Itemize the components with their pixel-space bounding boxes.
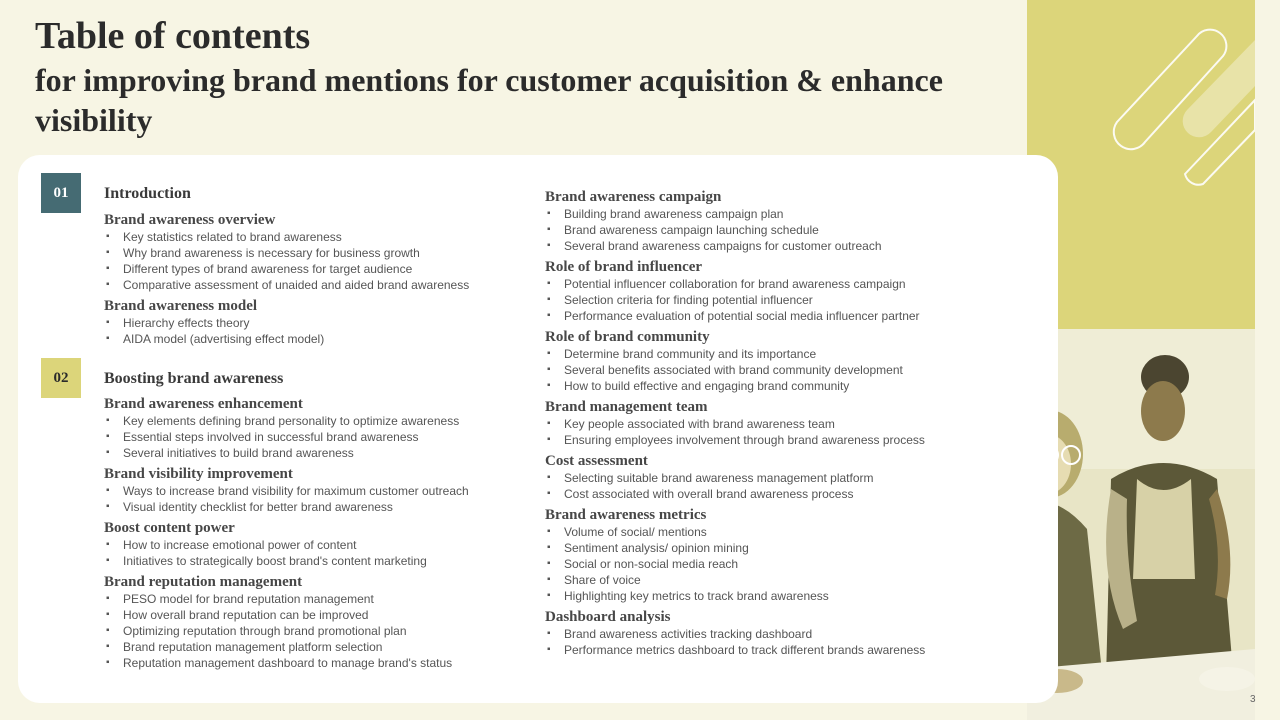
- toc-heading[interactable]: Brand visibility improvement: [104, 466, 293, 482]
- toc-item[interactable]: ▪ Selecting suitable brand awareness management platform: [545, 470, 925, 486]
- toc-heading[interactable]: Brand management team: [545, 399, 708, 415]
- page-number: 3: [1250, 694, 1256, 705]
- toc-item[interactable]: ▪ Sentiment analysis/ opinion mining: [545, 540, 925, 556]
- toc-item[interactable]: ▪ Several initiatives to build brand awareness: [104, 445, 469, 461]
- left-upper-column: [104, 211, 469, 351]
- toc-heading[interactable]: Boost content power: [104, 520, 235, 536]
- toc-group: [545, 506, 925, 604]
- toc-item[interactable]: ▪ Several benefits associated with brand community development: [545, 362, 925, 378]
- toc-group: [545, 608, 925, 658]
- decorative-stripes-icon: [1027, 0, 1255, 329]
- toc-item[interactable]: ▪ Performance evaluation of potential social media influencer partner: [545, 308, 925, 324]
- toc-item[interactable]: ▪ Several brand awareness campaigns for customer outreach: [545, 238, 925, 254]
- toc-item[interactable]: ▪ Social or non-social media reach: [545, 556, 925, 572]
- toc-group: [104, 211, 469, 293]
- toc-item[interactable]: ▪ Why brand awareness is necessary for business growth: [104, 245, 469, 261]
- section-number-badge-02: 02: [41, 358, 81, 398]
- toc-item[interactable]: ▪ Ways to increase brand visibility for maximum customer outreach: [104, 483, 469, 499]
- toc-group: [545, 328, 925, 394]
- toc-group: [104, 573, 469, 671]
- section-number-badge-01: 01: [41, 173, 81, 213]
- toc-item[interactable]: ▪ Key people associated with brand awareness team: [545, 416, 925, 432]
- toc-group: [104, 519, 469, 569]
- page-title: Table of contents: [35, 15, 311, 57]
- toc-item[interactable]: ▪ Different types of brand awareness for target audience: [104, 261, 469, 277]
- toc-item[interactable]: ▪ Brand reputation management platform selection: [104, 639, 469, 655]
- toc-item[interactable]: ▪ Selection criteria for finding potential influencer: [545, 292, 925, 308]
- toc-item[interactable]: ▪ Building brand awareness campaign plan: [545, 206, 925, 222]
- toc-heading[interactable]: Brand awareness campaign: [545, 189, 722, 205]
- toc-item[interactable]: ▪ Determine brand community and its importance: [545, 346, 925, 362]
- toc-item[interactable]: ▪ Reputation management dashboard to manage brand's status: [104, 655, 469, 671]
- toc-item[interactable]: ▪ Ensuring employees involvement through brand awareness process: [545, 432, 925, 448]
- toc-item[interactable]: ▪ Performance metrics dashboard to track different brands awareness: [545, 642, 925, 658]
- toc-item[interactable]: ▪ Cost associated with overall brand awareness process: [545, 486, 925, 502]
- toc-item[interactable]: ▪ Highlighting key metrics to track brand awareness: [545, 588, 925, 604]
- toc-heading[interactable]: Brand awareness metrics: [545, 507, 707, 523]
- toc-group: [545, 452, 925, 502]
- toc-item[interactable]: ▪ AIDA model (advertising effect model): [104, 331, 469, 347]
- toc-heading[interactable]: Brand reputation management: [104, 574, 303, 590]
- toc-item[interactable]: ▪ Key statistics related to brand awareness: [104, 229, 469, 245]
- left-lower-column: [104, 395, 469, 675]
- toc-item[interactable]: ▪ How to increase emotional power of content: [104, 537, 469, 553]
- toc-heading[interactable]: Brand awareness model: [104, 298, 258, 314]
- toc-item[interactable]: ▪ Optimizing reputation through brand promotional plan: [104, 623, 469, 639]
- toc-heading[interactable]: Dashboard analysis: [545, 609, 671, 625]
- toc-item[interactable]: ▪ Brand awareness activities tracking dashboard: [545, 626, 925, 642]
- toc-item[interactable]: ▪ Volume of social/ mentions: [545, 524, 925, 540]
- team-photo: [1027, 329, 1255, 720]
- toc-item[interactable]: ▪ Initiatives to strategically boost brand's content marketing: [104, 553, 469, 569]
- decorative-panel: [1027, 0, 1255, 329]
- toc-group: [104, 297, 469, 347]
- toc-group: [104, 395, 469, 461]
- toc-item[interactable]: ▪ How to build effective and engaging brand community: [545, 378, 925, 394]
- toc-heading[interactable]: Role of brand community: [545, 329, 710, 345]
- toc-heading[interactable]: Role of brand influencer: [545, 259, 703, 275]
- toc-item[interactable]: ▪ Visual identity checklist for better brand awareness: [104, 499, 469, 515]
- toc-item[interactable]: ▪ Essential steps involved in successful brand awareness: [104, 429, 469, 445]
- toc-item[interactable]: ▪ Potential influencer collaboration for brand awareness campaign: [545, 276, 925, 292]
- toc-group: [545, 398, 925, 448]
- toc-item[interactable]: ▪ Key elements defining brand personality to optimize awareness: [104, 413, 469, 429]
- toc-item[interactable]: ▪ Brand awareness campaign launching schedule: [545, 222, 925, 238]
- right-column: [545, 188, 925, 662]
- toc-group: [545, 258, 925, 324]
- toc-item[interactable]: ▪ Hierarchy effects theory: [104, 315, 469, 331]
- toc-heading[interactable]: Cost assessment: [545, 453, 648, 469]
- toc-group: [545, 188, 925, 254]
- page-subtitle: for improving brand mentions for customer acquisition & enhance visibility: [35, 62, 943, 138]
- toc-item[interactable]: ▪ PESO model for brand reputation management: [104, 591, 469, 607]
- toc-group: [104, 465, 469, 515]
- toc-heading[interactable]: Brand awareness overview: [104, 212, 276, 228]
- toc-item[interactable]: ▪ Share of voice: [545, 572, 925, 588]
- section-title-introduction: Introduction: [104, 185, 191, 202]
- toc-item[interactable]: ▪ Comparative assessment of unaided and aided brand awareness: [104, 277, 469, 293]
- people-illustration-icon: [1027, 329, 1255, 720]
- toc-heading[interactable]: Brand awareness enhancement: [104, 396, 303, 412]
- section-title-boosting: Boosting brand awareness: [104, 370, 284, 387]
- toc-item[interactable]: ▪ How overall brand reputation can be improved: [104, 607, 469, 623]
